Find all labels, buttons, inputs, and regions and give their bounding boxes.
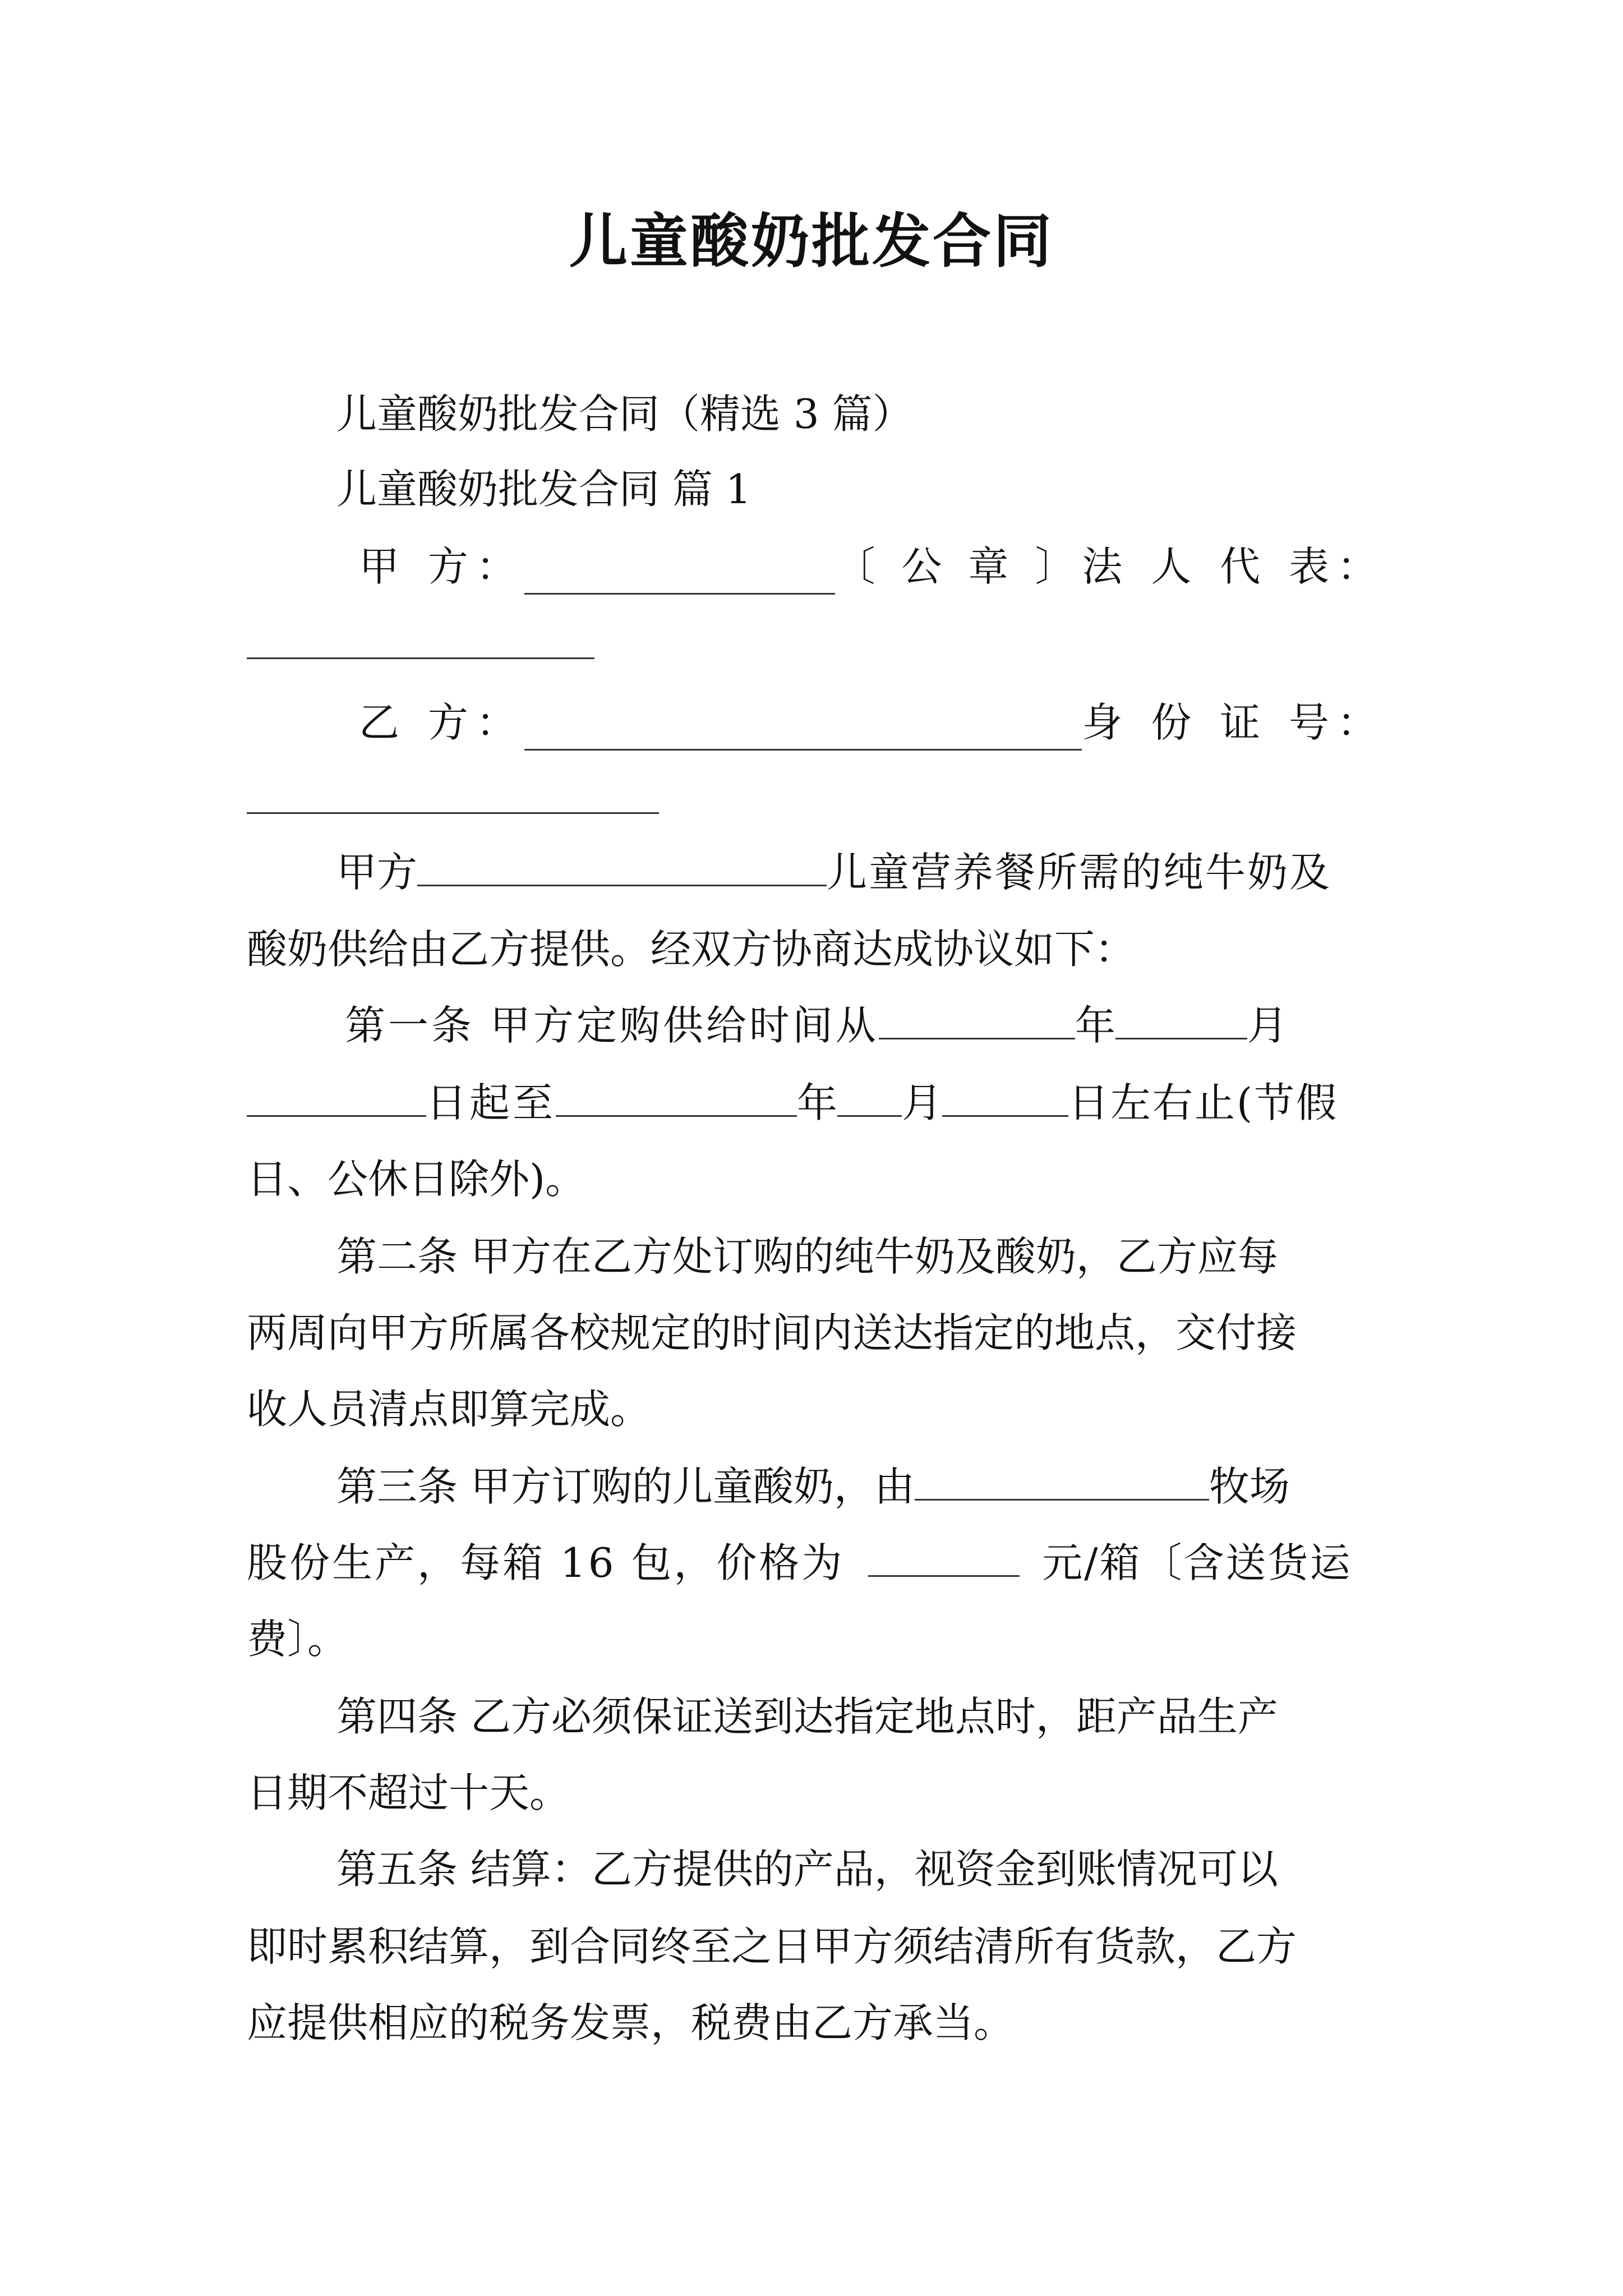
document-title: 儿童酸奶批发合同 [569,207,1054,275]
id-number-blank-row [247,772,1385,828]
party-a-seal: 〔 公 章 〕 [834,543,1082,590]
party-b-row [359,694,1385,751]
start-day-label: 日起至 [426,1079,556,1126]
id-number-label: 身 份 证 号： [1082,699,1385,746]
party-a-blank [524,560,835,595]
end-year-blank [556,1083,797,1117]
article-1-line-2 [247,1075,1385,1131]
intro-part-2: 儿童营养餐所需的纯牛奶及 [827,849,1332,896]
article-4-line-1: 第四条 乙方必须保证送到达指定地点时，距产品生产 [336,1693,1278,1740]
section-heading: 儿童酸奶批发合同 篇 1 [336,466,751,513]
end-day-blank [942,1083,1068,1117]
article-3-line-2 [247,1535,1385,1591]
legal-rep-blank [247,625,594,659]
ranch-blank [915,1466,1209,1501]
article-5-line-3: 应提供相应的税务发票，税费由乙方承当。 [247,1999,1015,2046]
article-2-line-3: 收人员清点即算完成。 [247,1386,651,1433]
article-2-line-1: 第二条 甲方在乙方处订购的纯牛奶及酸奶，乙方应每 [336,1233,1278,1280]
start-year-blank [879,1005,1075,1039]
price-blank [868,1543,1020,1577]
article-1-line-3: 日、公休日除外)。 [247,1156,586,1203]
intro-blank [417,852,827,886]
legal-rep-label: 法 人 代 表： [1082,543,1385,590]
party-a-label: 甲 方： [359,543,524,590]
end-day-label: 日左右止(节假 [1068,1079,1339,1126]
end-month-blank [837,1083,902,1117]
party-b-label: 乙 方： [359,699,524,746]
legal-rep-blank-row [247,617,1385,673]
article-3-unit-text: 元/箱〔含送货运 [1042,1539,1352,1586]
intro-line-1 [336,844,1385,900]
start-month-blank [1115,1005,1247,1039]
party-a-row [359,539,1385,595]
document-subtitle: 儿童酸奶批发合同（精选 3 篇） [336,390,913,438]
article-3-part-b: 牧场 [1209,1463,1290,1510]
article-3-line-3: 费〕。 [247,1616,348,1663]
end-year-label: 年 [797,1079,838,1126]
article-3-part-a: 第三条 甲方订购的儿童酸奶，由 [336,1463,915,1510]
article-1-head: 第一条 甲方定购供给时间从 [345,1002,879,1049]
intro-line-2: 酸奶供给由乙方提供。经双方协商达成协议如下： [247,926,1136,973]
article-5-line-2: 即时累积结算，到合同终至之日甲方须结清所有货款，乙方 [247,1923,1297,1970]
end-month-label: 月 [902,1079,943,1126]
article-3-price-text: 股份生产，每箱 16 包，价格为 [247,1539,845,1586]
start-month-label: 月 [1247,1002,1288,1049]
article-1-line-1 [345,997,1385,1053]
party-b-blank [524,716,1082,751]
article-3-line-1 [336,1458,1385,1515]
article-5-line-1: 第五条 结算：乙方提供的产品，视资金到账情况可以 [336,1846,1278,1893]
intro-part-1: 甲方 [336,849,418,896]
article-2-line-2: 两周向甲方所属各校规定的时间内送达指定的地点，交付接 [247,1309,1297,1356]
start-year-label: 年 [1075,1002,1115,1049]
article-4-line-2: 日期不超过十天。 [247,1769,570,1816]
start-day-blank [247,1083,426,1117]
id-number-blank [247,780,659,814]
